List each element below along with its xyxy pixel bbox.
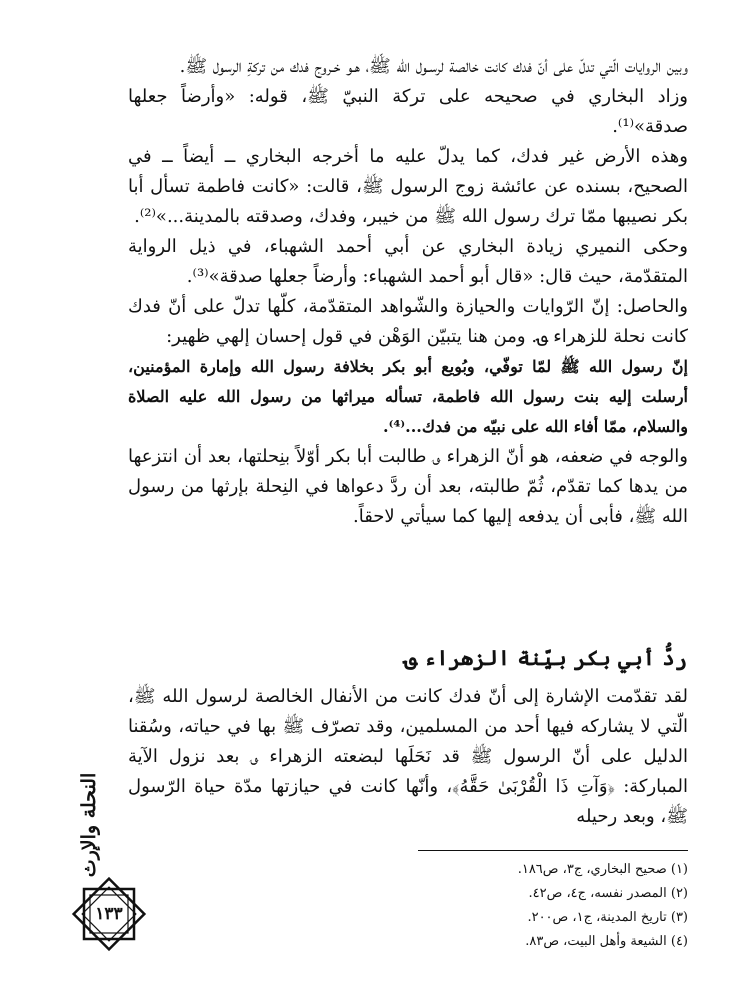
paragraph-5: والحاصل: إنّ الرّوايات والحيازة والشّواهد المتقدّمة، كلّها تدلّ على أنّ فدك كانت نحلة للزهراء ؈. ومن هنا يتبيّن الوَهْن في قول إحسان إلهي ظهير:	[128, 296, 688, 347]
footnotes	[300, 858, 688, 954]
section-heading: ردُّ أبي بكر بيِّنة الزهراء ؈	[404, 645, 687, 670]
running-title-text: النحلة والإرث	[78, 772, 100, 878]
footnote-3: (٣) تاريخ المدينة، ج١، ص٢٠٠.	[527, 910, 688, 925]
footnote-2: (٢) المصدر نفسه، ج٤، ص٤٢.	[528, 886, 688, 901]
footnote-1: (١) صحيح البخاري، ج٣، ص١٨٦.	[517, 862, 688, 877]
footnote-separator	[418, 850, 688, 851]
paragraph-4: وحكى النميري زيادة البخاري عن أبي أحمد الشهباء، في ذيل الرواية المتقدّمة، حيث قال: «قال أبو أحمد الشهباء: وأرضاً جعلها صدقة»⁽³⁾.	[128, 236, 688, 287]
paragraph-3: وهذه الأرض غير فدك، كما يدلّ عليه ما أخرجه البخاري ــ أيضاً ــ في الصحيح، بسنده عن عائشة زوج الرسول ﷺ، قالت: «كانت فاطمة تسأل أبا بكر نصيبها ممّا ترك رسول الله ﷺ من خيبر، وفدك، وصدقته بالمدينة...»⁽²⁾.	[128, 146, 688, 227]
main-text	[128, 52, 688, 532]
section-text	[128, 682, 688, 832]
page-number: ١٣٣	[95, 904, 123, 924]
running-title	[74, 770, 104, 880]
page-number-badge	[71, 876, 147, 952]
paragraph-8: لقد تقدّمت الإشارة إلى أنّ فدك كانت من الأنفال الخالصة لرسول الله ﷺ، الّتي لا يشاركه فيها أحد من المسلمين، وقد تصرّف ﷺ بها في حياته، وسُقنا الدليل على أنّ الرسول ﷺ قد نَحَلَها لبضعته الزهراء ؈ بعد نزول الآية المباركة: ﴿وَآتِ ذَا الْقُرْبَىٰ حَقَّهُ﴾، وأنّها كانت في حيازتها مدّة حياة الرّسول ﷺ، وبعد رحيله	[128, 686, 688, 827]
paragraph-2: وزاد البخاري في صحيحه على تركة النبيّ ﷺ، قوله: «وأرضاً جعلها صدقة»⁽¹⁾.	[128, 86, 688, 137]
quotation-block: إنّ رسول الله ﷺ لمّا توفّي، وبُويع أبو بكر بخلافة رسول الله وإمارة المؤمنين، أرسلت إليه بنت رسول الله فاطمة، تسأله ميراثها من رسول الله عليه الصلاة والسلام، ممّا أفاء الله على نبيّه من فدك...⁽⁴⁾.	[128, 357, 688, 436]
paragraph-1: وبين الروايات الّتي تدلّ على أنّ فدك كانت خالصة لرسـول الله ﷺ، هـو خـروج فدك من تركةِ الرسول ﷺ.	[179, 56, 688, 77]
paragraph-7: والوجه في ضعفه، هو أنّ الزهراء ؈ طالبت أبا بكر أوّلاً بنِحلتها، بعد أن انتزعها من يدها كما تقدّم، ثُمّ طالبته، بعد أن ردَّ دعواها في النِحلة بإرثها من رسول الله ﷺ، فأبى أن يدفعه إليها كما سيأتي لاحقاً.	[128, 446, 688, 527]
footnote-4: (٤) الشيعة وأهل البيت، ص٨٣.	[525, 934, 688, 949]
